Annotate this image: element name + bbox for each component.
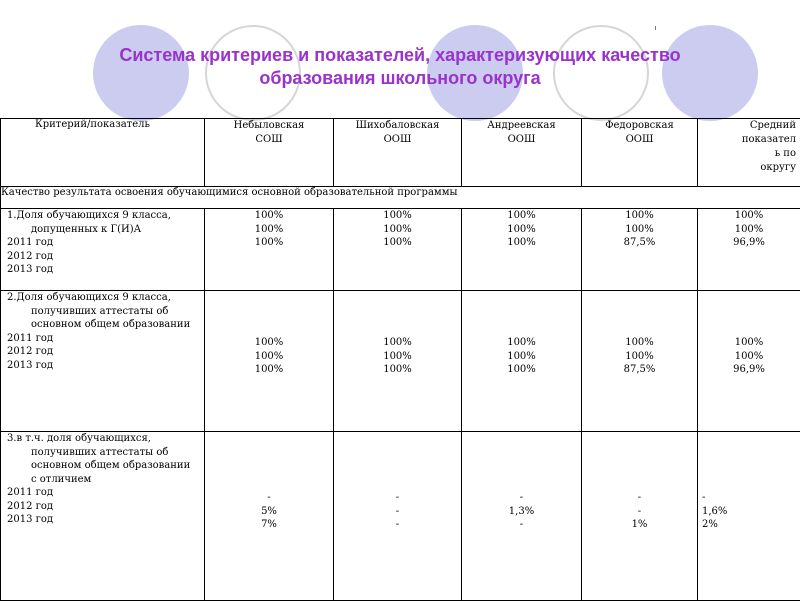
row-values: - - -: [334, 432, 462, 601]
row-label: 3.в т.ч. доля обучающихся, получивших аттестаты об основном общем образовании с отличием 2011 год 2012 год 2013 год: [1, 432, 205, 601]
slide-title: [80, 44, 720, 90]
row-values: 100% 100% 100%: [334, 209, 462, 291]
header-school-2: Шихобаловская ООШ: [334, 119, 462, 187]
row-label: 2.Доля обучающихся 9 класса, получивших аттестаты об основном общем образовании 2011 год 2012 год 2013 год: [1, 291, 205, 432]
row-values: 100% 100% 96,9%: [698, 291, 800, 432]
row-label: 1.Доля обучающихся 9 класса, допущенных к Г(И)А 2011 год 2012 год 2013 год: [1, 209, 205, 291]
header-criterion: Критерий/показатель: [1, 119, 205, 187]
table-row: [1, 432, 800, 601]
title-line-1: Система критериев и показателей, характеризующих качество: [80, 44, 720, 67]
row-values: 100% 100% 100%: [462, 291, 582, 432]
title-line-2: образования школьного округа: [80, 67, 720, 90]
header-school-3: Андреевская ООШ: [462, 119, 582, 187]
header-school-1: Небыловская СОШ: [205, 119, 334, 187]
section-title: Качество результата освоения обучающимися основной образовательной программы: [1, 187, 800, 209]
row-values: - 5% 7%: [205, 432, 334, 601]
row-values: 100% 100% 100%: [205, 209, 334, 291]
table-row: [1, 291, 800, 432]
row-values: 100% 100% 96,9%: [698, 209, 800, 291]
header-school-4: Федоровская ООШ: [582, 119, 698, 187]
row-values: 100% 100% 87,5%: [582, 209, 698, 291]
section-row: [1, 187, 800, 209]
row-values: - 1,3% -: [462, 432, 582, 601]
decor-tick: [655, 26, 656, 30]
row-values: 100% 100% 87,5%: [582, 291, 698, 432]
table-header-row: [1, 119, 800, 187]
row-values: 100% 100% 100%: [334, 291, 462, 432]
row-values: - 1,6% 2%: [698, 432, 800, 601]
criteria-table: [0, 118, 800, 601]
row-values: 100% 100% 100%: [205, 291, 334, 432]
table-row: [1, 209, 800, 291]
row-values: - - 1%: [582, 432, 698, 601]
header-average: Средний показател ь по округу: [698, 119, 800, 187]
row-values: 100% 100% 100%: [462, 209, 582, 291]
